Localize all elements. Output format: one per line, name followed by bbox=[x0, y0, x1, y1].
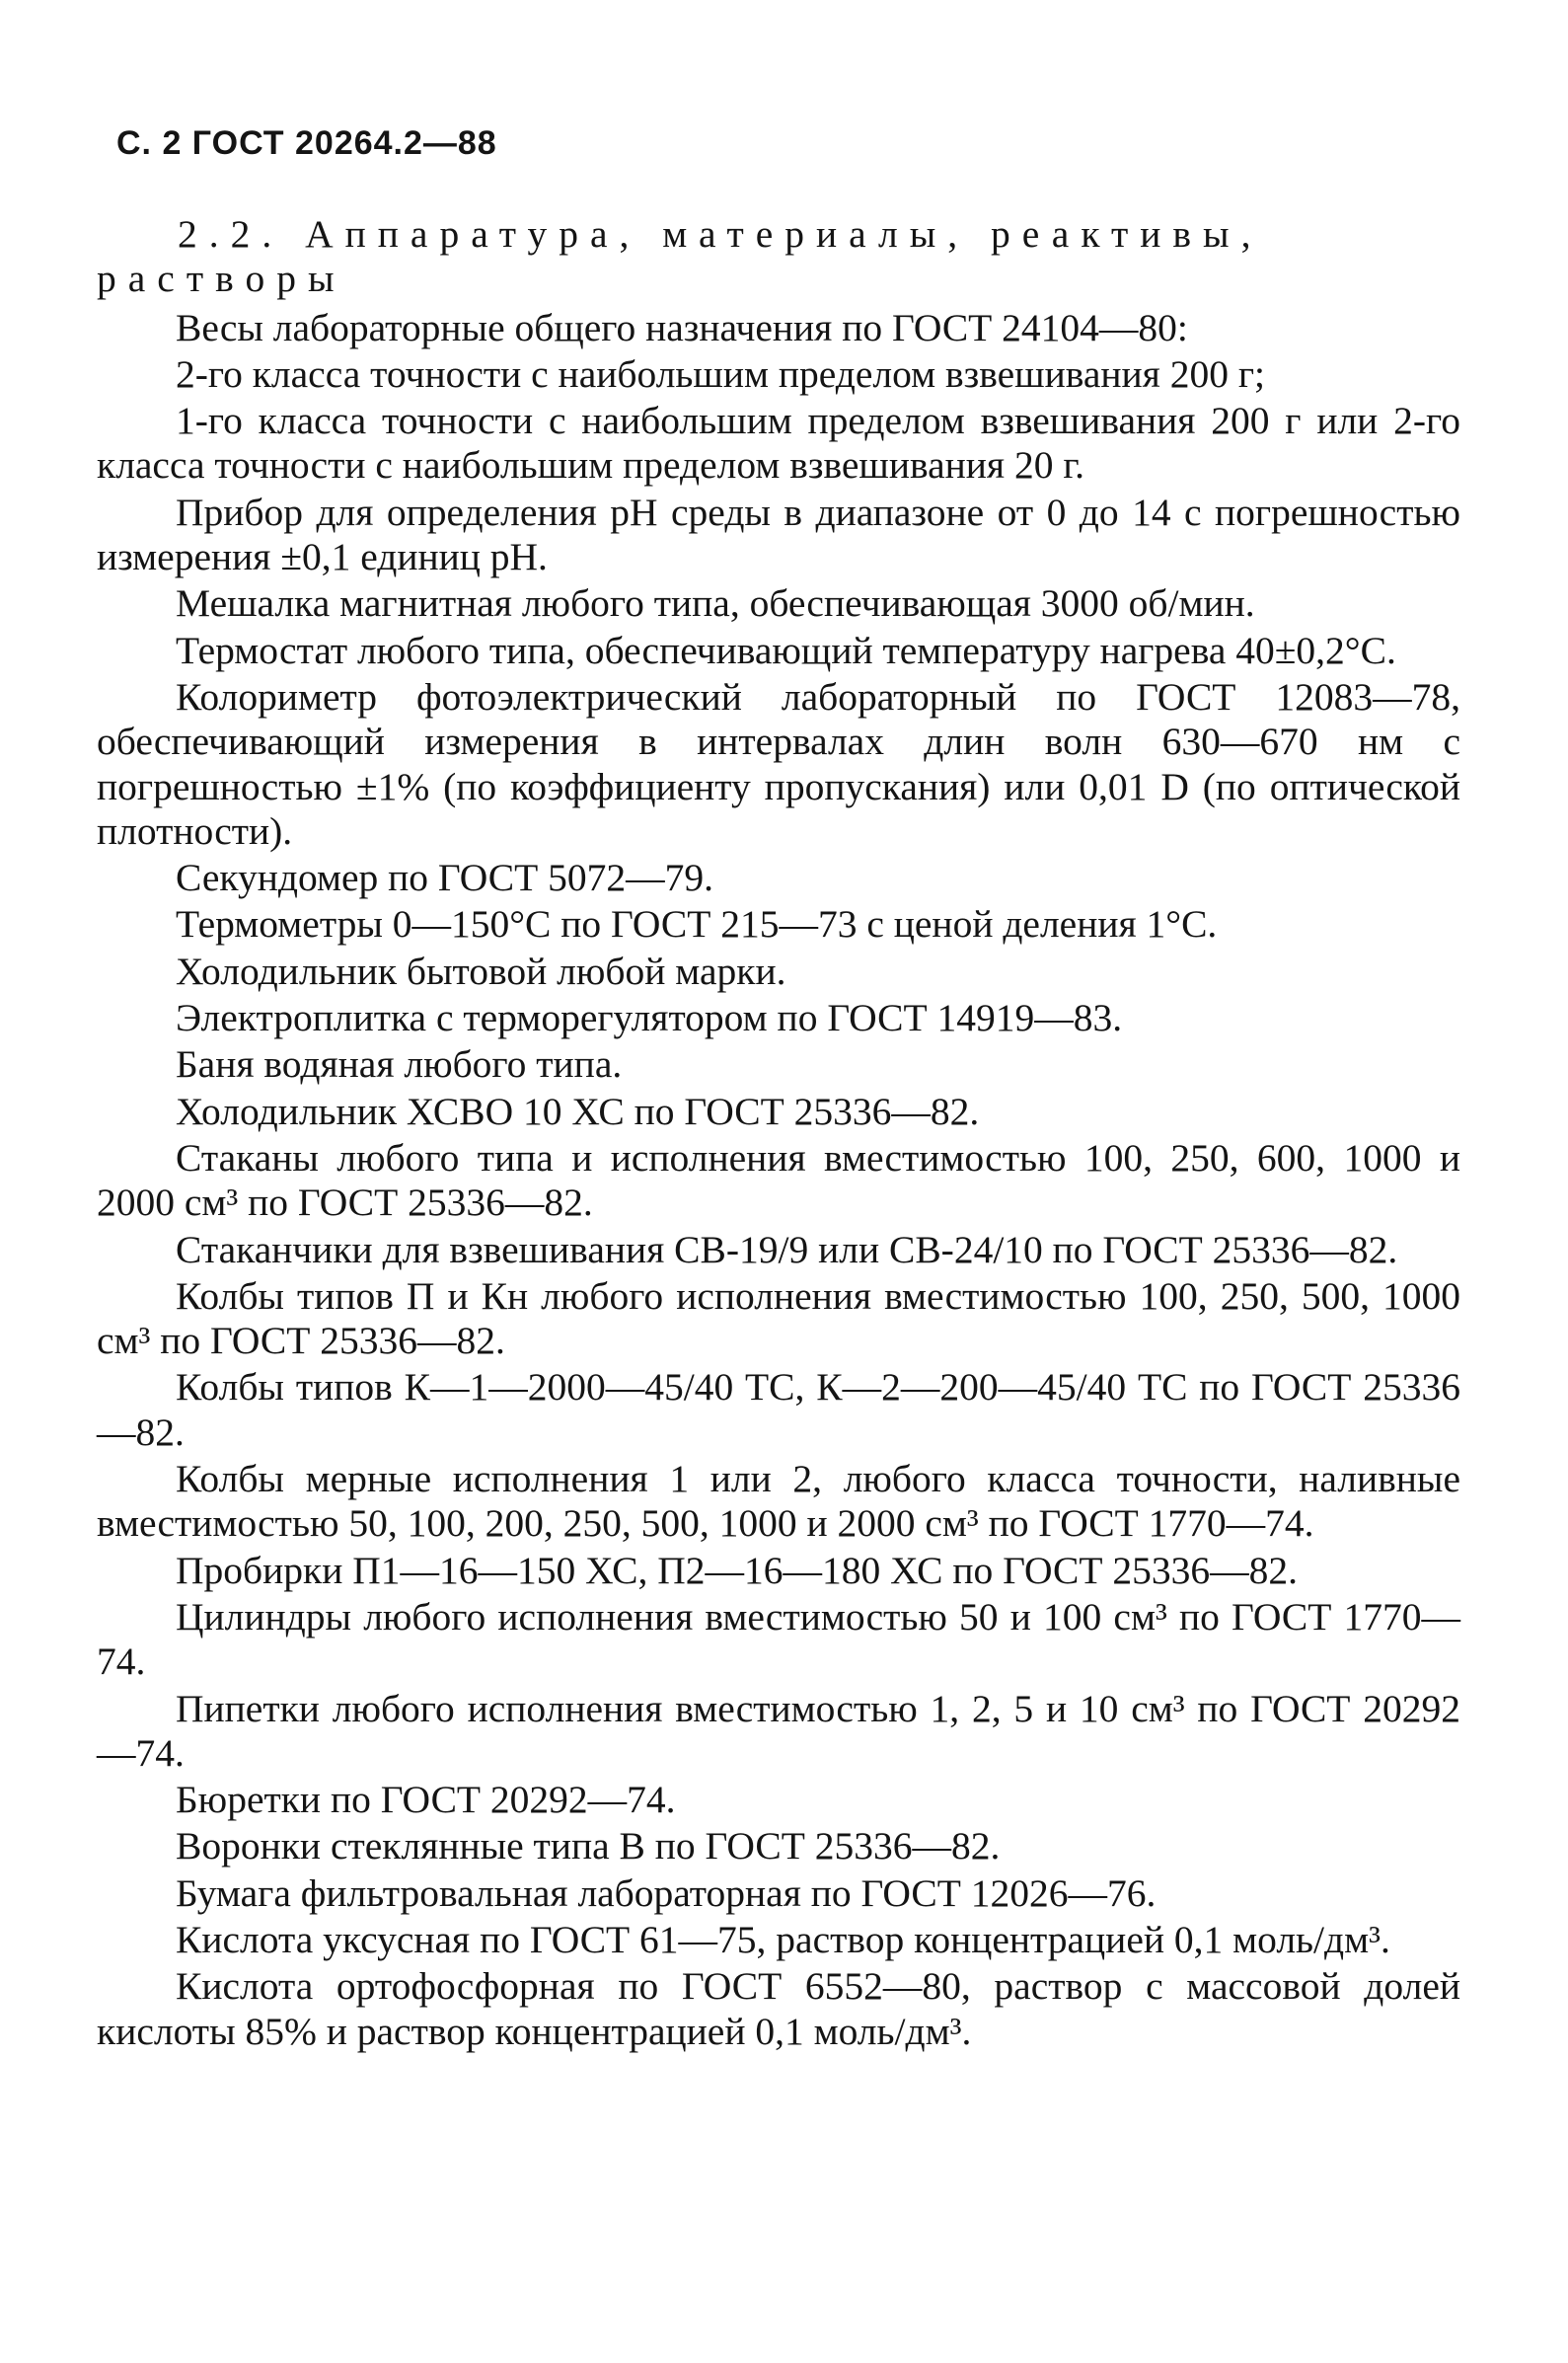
paragraph-6: Термостат любого типа, обеспечивающий температуру нагрева 40±0,2°С. bbox=[176, 628, 1396, 672]
paragraph-2: 2-го класса точности с наибольшим пределом взвешивания 200 г; bbox=[176, 351, 1265, 396]
section-title: 2.2. Аппаратура, материалы, реактивы, растворы bbox=[97, 212, 1263, 301]
paragraph-10: Холодильник бытовой любой марки. bbox=[176, 949, 786, 993]
paragraph-13: Холодильник ХСВО 10 ХС по ГОСТ 25336—82. bbox=[176, 1089, 980, 1133]
paragraph-12: Баня водяная любого типа. bbox=[176, 1042, 623, 1087]
paragraph-26: Кислота ортофосфорная по ГОСТ 6552—80, раствор с массовой долей кислоты 85% и раствор концентрацией 0,1 моль/дм³. bbox=[97, 1964, 1460, 2053]
page-header: С. 2 ГОСТ 20264.2—88 bbox=[116, 124, 497, 162]
paragraph-3: 1-го класса точности с наибольшим пределом взвешивания 200 г или 2-го класса точности с наибольшим пределом взвешивания 20 г. bbox=[97, 399, 1460, 488]
paragraph-21: Пипетки любого исполнения вместимостью 1, 2, 5 и 10 см³ по ГОСТ 20292—74. bbox=[97, 1686, 1460, 1775]
paragraph-5: Мешалка магнитная любого типа, обеспечивающая 3000 об/мин. bbox=[176, 581, 1255, 626]
paragraph-9: Термометры 0—150°С по ГОСТ 215—73 с ценой деления 1°С. bbox=[176, 902, 1218, 947]
paragraph-11: Электроплитка с терморегулятором по ГОСТ 14919—83. bbox=[176, 996, 1123, 1040]
paragraph-24: Бумага фильтровальная лабораторная по ГОСТ 12026—76. bbox=[176, 1870, 1157, 1915]
paragraph-17: Колбы типов К—1—2000—45/40 ТС, К—2—200—45/40 ТС по ГОСТ 25336—82. bbox=[97, 1365, 1460, 1454]
paragraph-19: Пробирки П1—16—150 ХС, П2—16—180 ХС по ГОСТ 25336—82. bbox=[176, 1548, 1298, 1592]
paragraph-15: Стаканчики для взвешивания СВ-19/9 или СВ-24/10 по ГОСТ 25336—82. bbox=[176, 1227, 1398, 1271]
paragraph-23: Воронки стеклянные типа В по ГОСТ 25336—82. bbox=[176, 1824, 1001, 1868]
paragraph-7: Колориметр фотоэлектрический лабораторный по ГОСТ 12083—78, обеспечивающий измерения в интервалах длин волн 630—670 нм с погрешностью ±1% (по коэффициенту пропускания) или 0,01 D (по оптической плотности). bbox=[97, 674, 1460, 853]
paragraph-4: Прибор для определения pH среды в диапазоне от 0 до 14 с погрешностью измерения ±0,1 единиц pH. bbox=[97, 490, 1460, 579]
paragraph-16: Колбы типов П и Кн любого исполнения вместимостью 100, 250, 500, 1000 см³ по ГОСТ 25336—82. bbox=[97, 1273, 1460, 1363]
paragraph-22: Бюретки по ГОСТ 20292—74. bbox=[176, 1778, 676, 1822]
paragraph-25: Кислота уксусная по ГОСТ 61—75, раствор концентрацией 0,1 моль/дм³. bbox=[176, 1917, 1390, 1961]
paragraph-8: Секундомер по ГОСТ 5072—79. bbox=[176, 856, 713, 900]
paragraph-14: Стаканы любого типа и исполнения вместимостью 100, 250, 600, 1000 и 2000 см³ по ГОСТ 25336—82. bbox=[97, 1135, 1460, 1225]
paragraph-20: Цилиндры любого исполнения вместимостью 50 и 100 см³ по ГОСТ 1770—74. bbox=[97, 1594, 1460, 1684]
paragraph-18: Колбы мерные исполнения 1 или 2, любого класса точности, наливные вместимостью 50, 100, 200, 250, 500, 1000 и 2000 см³ по ГОСТ 1770—74. bbox=[97, 1457, 1460, 1546]
paragraph-1: Весы лабораторные общего назначения по ГОСТ 24104—80: bbox=[176, 305, 1188, 349]
document-body bbox=[97, 212, 1460, 2056]
